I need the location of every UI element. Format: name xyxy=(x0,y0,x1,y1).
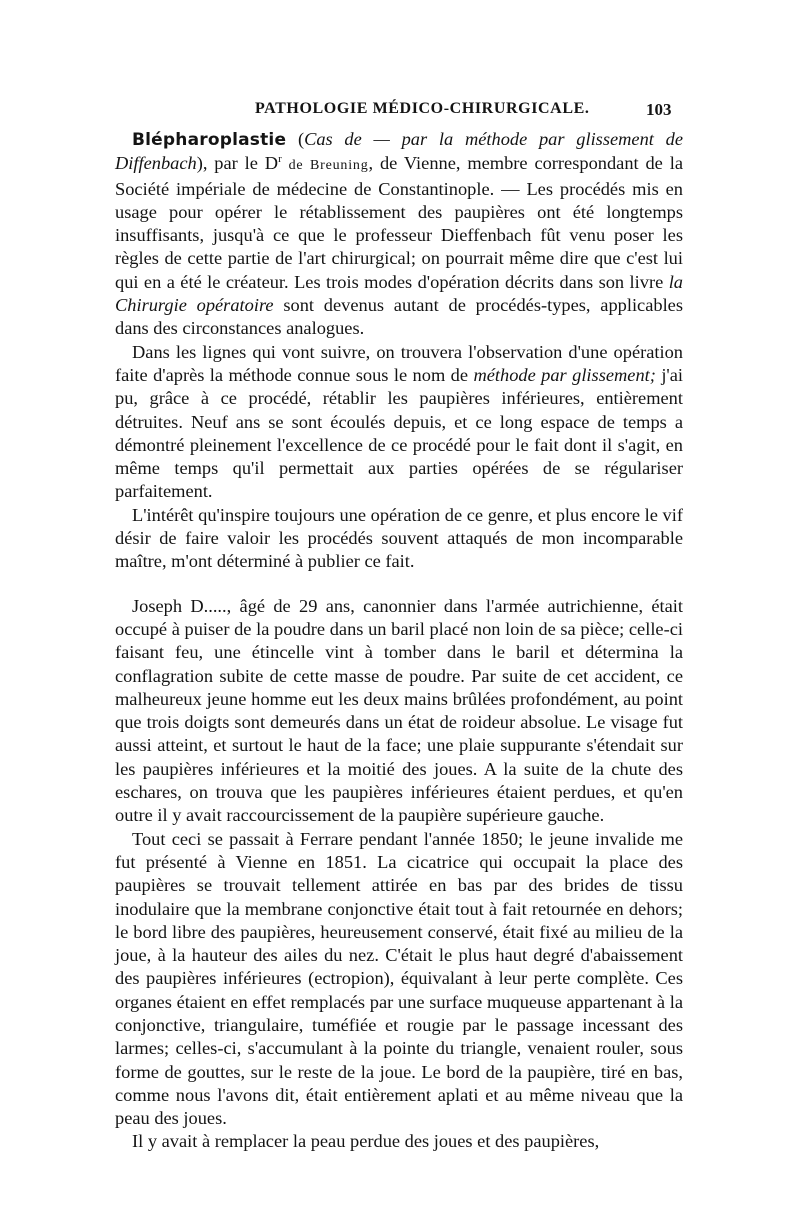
paragraph-text: , de Vienne, membre correspondant de la Société impériale de médecine de Constantinople. — Les procédés mis en usage pour opérer le rétablissement des paupières ont été longtemps insuffisants, jusqu'à ce que le professeur Dieffenbach fût venu poser les règles de cette partie de l'art chirurgical; on pourrait même dire que c'est lui qui en a été le créateur. Les trois modes d'opération décrits dans son livre xyxy=(115,153,683,292)
body-text xyxy=(115,128,683,1154)
paragraph-text: ( xyxy=(297,129,305,149)
method-name: méthode par glissement; xyxy=(473,364,656,385)
paragraph-continuation: Il y avait à remplacer la peau perdue des joues et des paupières, xyxy=(132,1131,600,1152)
paragraph-motivation: L'intérêt qu'inspire toujours une opération de ce genre, et plus encore le vif désir de faire valoir les procédés souvent attaqués de mon incomparable maître, m'ont déterminé à publier ce fait. xyxy=(115,504,683,572)
paragraph-method xyxy=(115,341,683,504)
doctor-superscript: r xyxy=(278,153,282,166)
article-title: Blépharoplastie xyxy=(132,130,287,150)
paragraph-case-description: Tout ceci se passait à Ferrare pendant l'année 1850; le jeune invalide me fut présenté à Vienne en 1851. La cicatrice qui occupait la place des paupières se trouvait tellement attirée en bas par des brides de tissu inodulaire que la membrane conjonctive était tout à fait retournée en dehors; le bord libre des paupières, heureusement conservé, était fixé au milieu de la joue, à la hauteur des ailes du nez. C'était le plus haut degré d'abaissement des paupières inférieures (ectropion), équivalant à leur perte complète. Ces organes étaient en effet remplacés par une surface muqueuse appartenant à la conjonctive, triangulaire, tuméfiée et rougie par le passage incessant des larmes; celles-ci, s'accumulant à la pointe du triangle, venaient rouler, sous forme de gouttes, sur le reste de la joue. Le bord de la paupière, tiré en bas, comme nous l'avons dit, était entièrement aplati et au même niveau que la peau des joues. xyxy=(115,828,683,1129)
book-title: la Chirurgie opératoire xyxy=(115,271,683,316)
paragraph-text: j'ai pu, grâce à ce procédé, rétablir les paupières inférieures, entièrement détruites. Neuf ans se sont écoulés depuis, et ce long espace de temps a démontré pleinement l'excellence de ce procédé pour le fait dont il s'agit, en même temps qu'il permettait aux parties opérées de se régulariser parfaitement. xyxy=(115,364,684,502)
paragraph-case-history: Joseph D....., âgé de 29 ans, canonnier dans l'armée autrichienne, était occupé à puiser de la poudre dans un baril placé non loin de sa pièce; celle-ci faisant feu, une étincelle vint à tomber dans le baril et détermina la conflagration subite de cette masse de poudre. Par suite de cet accident, ce malheureux jeune homme eut les deux mains brûlées profondément, au point que trois doigts sont demeurés dans un état de roideur absolue. Le visage fut aussi atteint, et surtout le haut de la face; une plaie suppurante s'étendait sur les paupières inférieures et la moitié des joues. A la suite de la chute des eschares, on trouva que les paupières inférieures étaient perdues, et qu'en outre il y avait raccourcissement de la paupière supérieure gauche. xyxy=(115,595,683,826)
paragraph-text: Dans les lignes qui vont suivre, on trouvera l'observation d'une opération faite d'après la méthode connue sous le nom de xyxy=(115,341,683,385)
paragraph-intro xyxy=(115,128,683,341)
case-reference: Cas de — par la méthode par glissement de Diffenbach xyxy=(115,129,683,174)
page-number: 103 xyxy=(646,100,672,119)
page-header xyxy=(0,100,800,124)
paragraph-text: sont devenus autant de procédés-types, applicables dans des circonstances analogues. xyxy=(115,295,684,339)
running-title: PATHOLOGIE MÉDICO-CHIRURGICALE. xyxy=(255,100,590,117)
paragraph-text: ), par le D xyxy=(196,153,279,174)
author-name: de Breuning xyxy=(288,158,369,174)
